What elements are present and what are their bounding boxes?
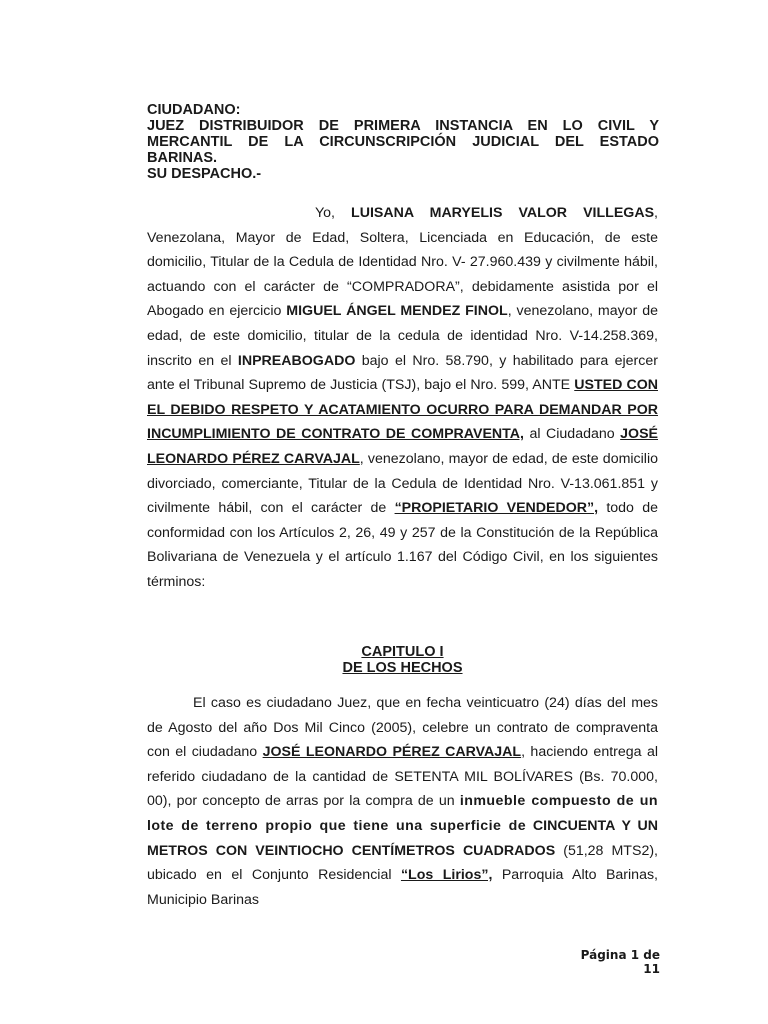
defendant-name: JOSÉ LEONARDO PÉREZ CARVAJAL xyxy=(147,426,659,467)
plaintiff-name: LUISANA MARYELIS VALOR VILLEGAS xyxy=(351,205,655,221)
defendant-role: “PROPIETARIO VENDEDOR”, xyxy=(394,500,599,517)
property-area: CINCUENTA Y UN METROS CON VEINTIOCHO CENTÍMETROS CUADRADOS xyxy=(147,817,658,859)
residential-complex-name: “Los Lirios”, xyxy=(400,867,493,884)
facts-text-2: , haciendo entrega al referido ciudadano de la cantidad de SETENTA MIL BOLÍVARES (Bs. 70.000, 00), por concepto de arras por la compra de un xyxy=(147,744,658,810)
intro-text-7: todo de conformidad con los Artículos 2, 26, 49 y 257 de la Constitución de la República Bolivariana de Venezuela y el artículo 1.167 del Código Civil, en los siguientes términos: xyxy=(147,500,658,590)
intro-text-4: bajo el Nro. 58.790, y habilitado para ejercer ante el Tribunal Supremo de Justicia (TSJ), bajo el Nro. 599, ANTE xyxy=(147,352,658,394)
lawyer-name: MIGUEL ÁNGEL MENDEZ FINOL xyxy=(286,303,508,320)
header-line-despacho: SU DESPACHO.- xyxy=(147,166,262,182)
demand-statement: USTED CON EL DEBIDO RESPETO Y ACATAMIENTO OCURRO PARA DEMANDAR POR INCUMPLIMIENTO DE CONTRATO DE COMPRAVENTA, xyxy=(147,377,658,443)
facts-text-5: Parroquia Alto Barinas, Municipio Barinas xyxy=(147,867,658,908)
facts-text-3 xyxy=(526,818,533,834)
header-line-judge: JUEZ DISTRIBUIDOR DE PRIMERA INSTANCIA EN LO CIVIL Y MERCANTIL DE LA CIRCUNSCRIPCIÓN JUDICIAL DEL ESTADO BARINAS. xyxy=(147,118,659,166)
intro-text-1: Yo, xyxy=(315,205,352,221)
intro-text-2: , Venezolana, Mayor de Edad, Soltera, Licenciada en Educación, de este domicilio, Titular de la Cedula de Identidad Nro. V- 27.960.439 y civilmente hábil, actuando con el carácter de “COMPRADORA”, debidamente asistida por el Abogado en ejercicio xyxy=(147,205,658,320)
seller-name: JOSÉ LEONARDO PÉREZ CARVAJAL xyxy=(262,744,522,761)
facts-text-4: (51,28 MTS2), ubicado en el Conjunto Residencial xyxy=(147,842,658,884)
addressee-header xyxy=(147,102,659,182)
chapter-subtitle: DE LOS HECHOS xyxy=(342,660,463,676)
intro-text-6: , venezolano, mayor de edad, de este domicilio divorciado, comerciante, Titular de la Cedula de Identidad Nro. V-13.061.851 y civilmente hábil, con el carácter de xyxy=(147,450,658,517)
header-line-ciudadano: CIUDADANO: xyxy=(147,102,241,118)
intro-paragraph xyxy=(147,201,658,595)
intro-text-5: al Ciudadano xyxy=(523,426,621,443)
intro-text-3: , venezolano, mayor de edad, de este domicilio, titular de la cedula de identidad Nro. V-14.258.369, inscrito en el xyxy=(147,303,659,369)
inpreabogado-label: INPREABOGADO xyxy=(237,352,356,369)
page-number: Página 1 de 11 xyxy=(580,948,660,976)
chapter-title: CAPITULO I xyxy=(361,644,444,660)
chapter-heading xyxy=(147,644,658,676)
property-description: inmueble compuesto de un lote de terreno propio que tiene una superficie de xyxy=(147,793,658,834)
facts-text-1: El caso es ciudadano Juez, que en fecha veinticuatro (24) días del mes de Agosto del año Dos Mil Cinco (2005), celebre un contrato de compraventa con el ciudadano xyxy=(147,695,658,761)
facts-paragraph xyxy=(147,691,658,912)
